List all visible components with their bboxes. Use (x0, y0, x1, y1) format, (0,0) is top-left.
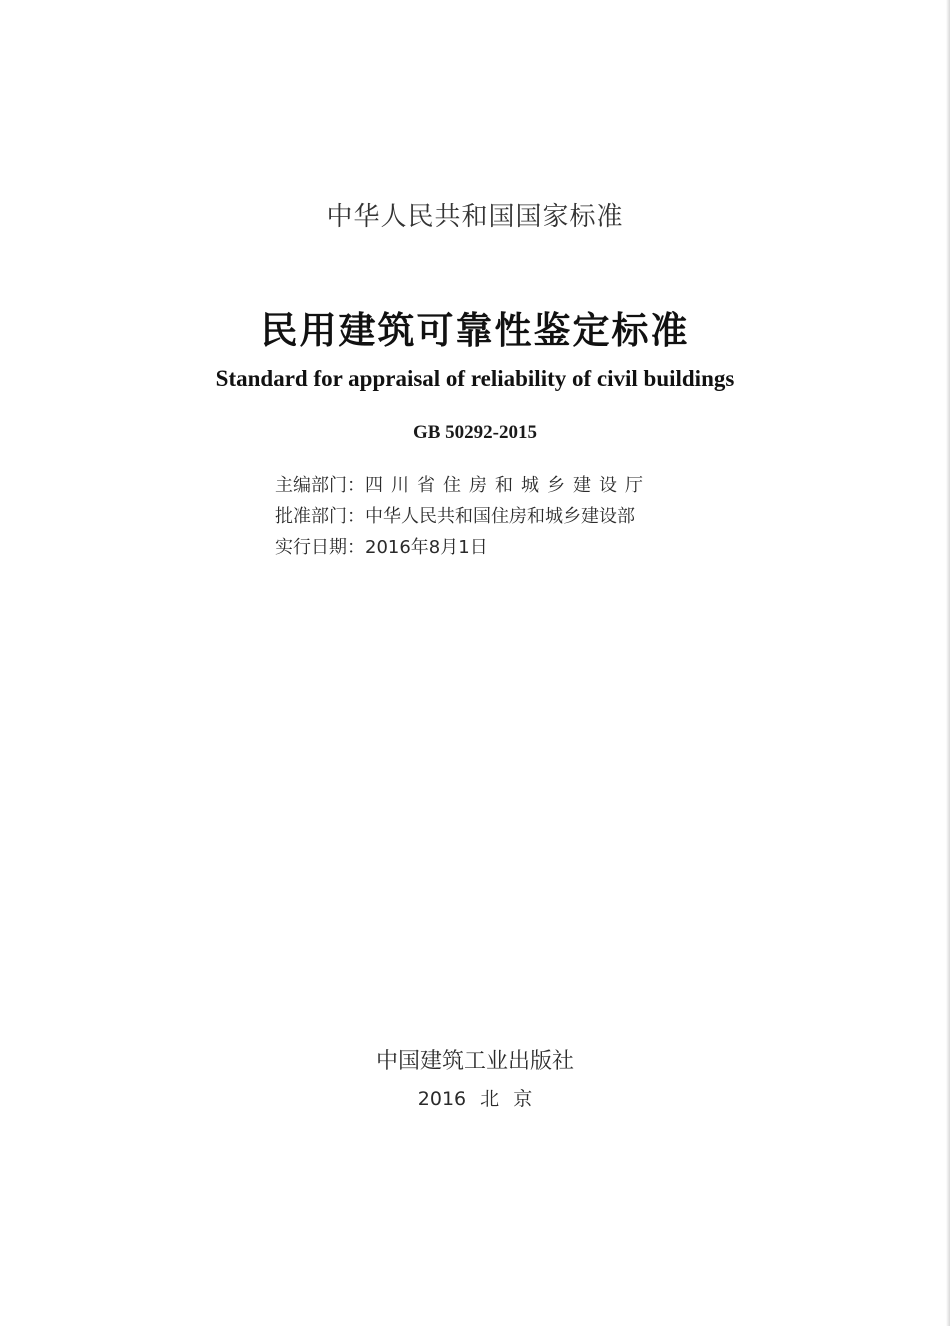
editor-department-label: 主编部门： (275, 475, 365, 496)
approver-department-value: 中华人民共和国住房和城乡建设部 (365, 506, 635, 527)
effective-date-value: 2016年8月1日 (365, 537, 488, 558)
effective-date-row (275, 532, 651, 563)
standard-code: GB 50292-2015 (412, 422, 538, 443)
editor-department-value: 四川省住房和城乡建设厅 (365, 475, 651, 496)
publisher-name: 中国建筑工业出版社 (375, 1049, 574, 1074)
approver-department-label: 批准部门： (275, 506, 365, 527)
effective-date-label: 实行日期： (275, 537, 365, 558)
approver-department-row (275, 501, 651, 532)
document-title-english: Standard for appraisal of reliability of civil buildings (215, 366, 735, 391)
document-title-chinese: 民用建筑可靠性鉴定标准 (260, 309, 690, 352)
standard-series-label: 中华人民共和国国家标准 (326, 202, 624, 232)
publication-year-place: 2016 北 京 (417, 1088, 533, 1110)
publication-metadata (275, 470, 651, 563)
editor-department-row (275, 470, 651, 501)
